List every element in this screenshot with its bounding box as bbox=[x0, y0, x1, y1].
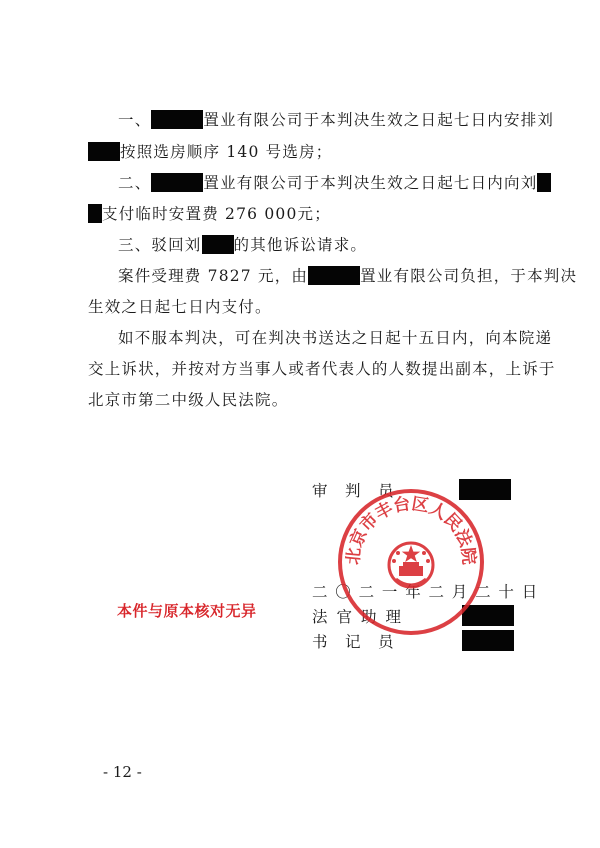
judgment-date: 二〇二一年二月二十日 bbox=[312, 583, 546, 601]
item-1-line-1 bbox=[118, 110, 554, 130]
item-2-text: 置业有限公司于本判决生效之日起七日内向刘 bbox=[203, 174, 538, 192]
fee-line-1 bbox=[118, 266, 577, 286]
clerk-label: 书 记 员 bbox=[312, 633, 395, 651]
item-1-line-2 bbox=[88, 142, 332, 162]
item-2-line-2 bbox=[88, 204, 331, 224]
redaction-box bbox=[202, 235, 234, 254]
appeal-line-1: 如不服本判决，可在判决书送达之日起十五日内，向本院递 bbox=[118, 329, 553, 347]
item-2-prefix: 二、 bbox=[118, 174, 152, 192]
item-3-prefix: 三、驳回刘 bbox=[118, 236, 202, 254]
redaction-box bbox=[308, 266, 360, 285]
seal-text: 北京市丰台区人民法院 bbox=[343, 494, 479, 566]
redaction-box bbox=[151, 173, 203, 192]
judge-label: 审 判 员 bbox=[312, 482, 395, 500]
item-3-text: 的其他诉讼请求。 bbox=[233, 236, 368, 254]
redaction-box bbox=[88, 204, 102, 223]
court-seal-stamp bbox=[336, 487, 486, 637]
item-1-text: 置业有限公司于本判决生效之日起七日内安排刘 bbox=[203, 111, 555, 129]
appeal-line-3: 北京市第二中级人民法院。 bbox=[88, 391, 289, 409]
redaction-box bbox=[537, 173, 551, 192]
verified-copy-stamp: 本件与原本核对无异 bbox=[117, 602, 257, 620]
fee-text-end: 生效之日起七日内支付。 bbox=[88, 298, 272, 316]
appeal-line-2: 交上诉状，并按对方当事人或者代表人的人数提出副本，上诉于 bbox=[88, 360, 556, 378]
fee-text-cont: 置业有限公司负担，于本判决 bbox=[360, 267, 578, 285]
redaction-box bbox=[88, 142, 120, 161]
item-2-line-1 bbox=[118, 173, 551, 193]
item-2-text-cont: 支付临时安置费 276 000元； bbox=[102, 205, 331, 223]
page-number: - 12 - bbox=[103, 763, 142, 781]
item-3-line bbox=[118, 235, 367, 255]
redaction-box bbox=[151, 110, 203, 129]
item-1-text-cont: 按照选房顺序 140 号选房； bbox=[120, 143, 333, 161]
fee-line-2 bbox=[88, 297, 272, 317]
national-emblem-icon bbox=[389, 543, 433, 587]
item-1-prefix: 一、 bbox=[118, 111, 152, 129]
fee-text: 案件受理费 7827 元，由 bbox=[118, 267, 309, 285]
assistant-label: 法官助理 bbox=[312, 608, 411, 626]
